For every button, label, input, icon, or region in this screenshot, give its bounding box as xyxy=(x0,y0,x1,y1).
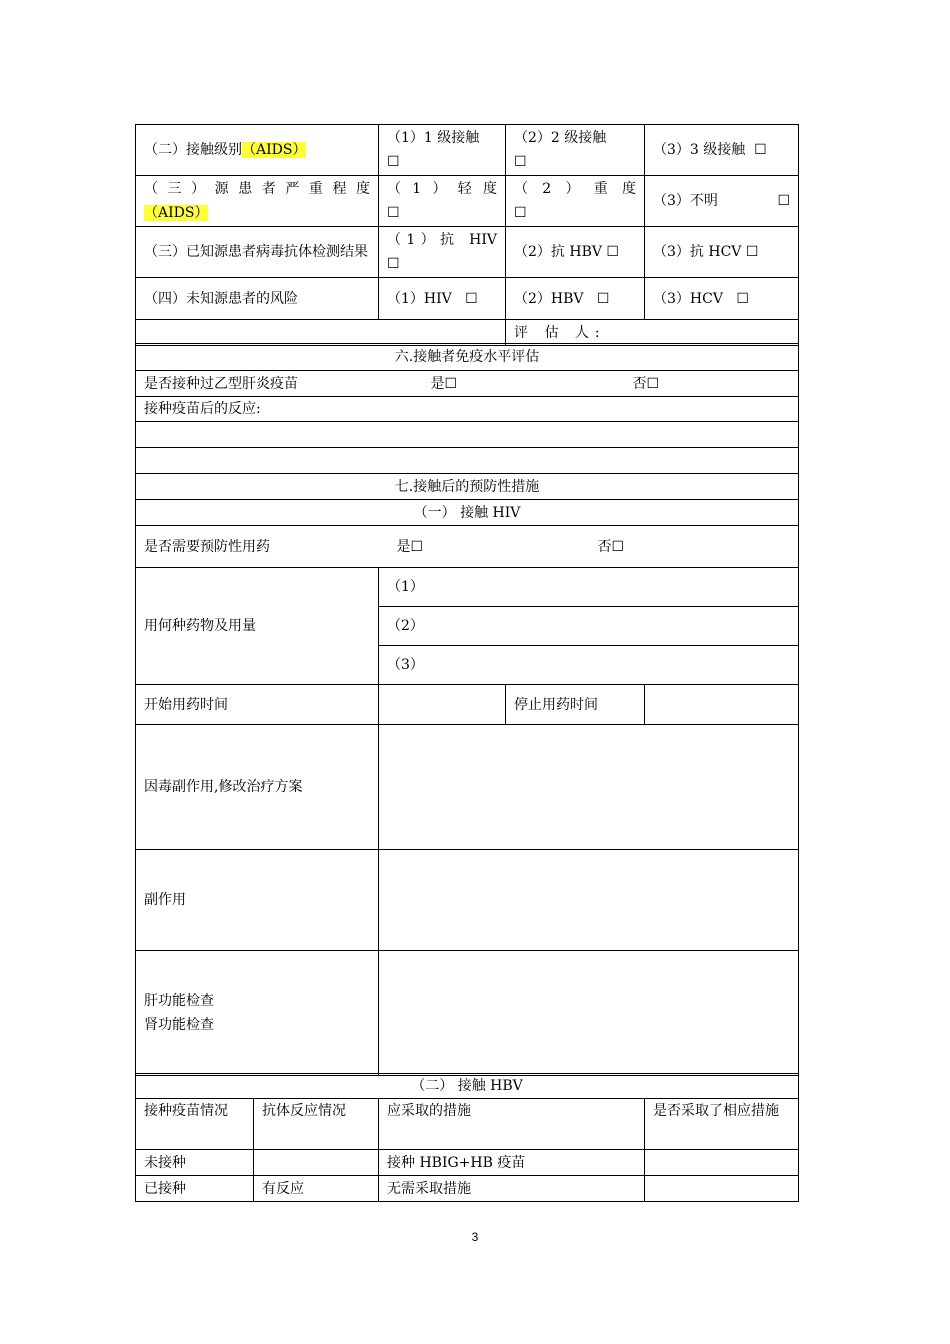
section-title-prevention: 七.接触后的预防性措施 xyxy=(136,474,799,500)
drug-entry-2[interactable]: （2） xyxy=(379,607,799,646)
vaccinated-question: 是否接种过乙型肝炎疫苗 xyxy=(144,375,298,392)
cell-antibody[interactable] xyxy=(254,1150,379,1176)
contact-level-opt3[interactable]: （3）3 级接触 ☐ xyxy=(645,125,799,176)
checkbox[interactable]: ☐ xyxy=(387,154,400,170)
unknown-risk-opt2[interactable]: （2）HBV ☐ xyxy=(506,278,645,320)
aids-highlight: （AIDS） xyxy=(242,142,307,158)
vaccine-reaction-label[interactable]: 接种疫苗后的反应: xyxy=(136,397,799,422)
cell-measures: 接种 HBIG+HB 疫苗 xyxy=(379,1150,645,1176)
unknown-risk-opt3[interactable]: （3）HCV ☐ xyxy=(645,278,799,320)
side-effects-field[interactable] xyxy=(379,850,799,951)
header-vaccination: 接种疫苗情况 xyxy=(136,1099,254,1150)
assessor-blank xyxy=(136,320,506,346)
cell-measures: 无需采取措施 xyxy=(379,1176,645,1202)
start-time-label: 开始用药时间 xyxy=(136,685,379,725)
contact-level-label: （二）接触级别（AIDS） xyxy=(136,125,379,176)
severity-opt1[interactable]: （1）轻度 ☐ xyxy=(379,176,506,227)
checkbox[interactable]: ☐ xyxy=(465,290,478,307)
checkbox[interactable]: ☐ xyxy=(387,256,400,272)
hbv-table xyxy=(135,1073,799,1202)
drug-entry-3[interactable]: （3） xyxy=(379,646,799,685)
modify-regimen-field[interactable] xyxy=(379,725,799,850)
start-time-field[interactable] xyxy=(379,685,506,725)
cell-taken[interactable] xyxy=(645,1150,799,1176)
unknown-risk-opt1[interactable]: （1）HIV ☐ xyxy=(379,278,506,320)
subsection-hiv: （一） 接触 HIV xyxy=(136,500,799,526)
severity-opt2[interactable]: （2）重度 ☐ xyxy=(506,176,645,227)
antibody-opt2[interactable]: （2）抗 HBV ☐ xyxy=(506,227,645,278)
assessor-label[interactable]: 评 估 人: xyxy=(506,320,799,346)
vaccinated-question-row[interactable] xyxy=(136,371,799,397)
liver-kidney-field[interactable] xyxy=(379,951,799,1076)
cell-antibody[interactable]: 有反应 xyxy=(254,1176,379,1202)
checkbox[interactable]: ☐ xyxy=(777,193,790,209)
contact-level-opt1[interactable]: （1）1 级接触 ☐ xyxy=(379,125,506,176)
header-measures: 应采取的措施 xyxy=(379,1099,645,1150)
subsection-hbv: （二） 接触 HBV xyxy=(136,1074,799,1099)
checkbox[interactable]: ☐ xyxy=(387,205,400,221)
liver-kidney-label: 肝功能检查 肾功能检查 xyxy=(136,951,379,1076)
header-taken: 是否采取了相应措施 xyxy=(645,1099,799,1150)
checkbox[interactable]: ☐ xyxy=(606,244,619,260)
drug-entry-1[interactable]: （1） xyxy=(379,568,799,607)
section-title-immunity: 六.接触者免疫水平评估 xyxy=(136,344,799,371)
antibody-opt3[interactable]: （3）抗 HCV ☐ xyxy=(645,227,799,278)
prophylaxis-no-checkbox[interactable]: 否☐ xyxy=(597,538,625,555)
page-number: 3 xyxy=(471,1230,479,1244)
checkbox[interactable]: ☐ xyxy=(514,154,527,170)
table-row xyxy=(136,1150,799,1176)
cell-vaccination: 已接种 xyxy=(136,1176,254,1202)
modify-regimen-label: 因毒副作用,修改治疗方案 xyxy=(136,725,379,850)
severity-label: （三）源患者严重程度 （AIDS） xyxy=(136,176,379,227)
stop-time-field[interactable] xyxy=(645,685,799,725)
checkbox[interactable]: ☐ xyxy=(736,290,749,307)
prophylaxis-yes-checkbox[interactable]: 是☐ xyxy=(396,538,424,555)
contact-level-opt2[interactable]: （2）2 级接触 ☐ xyxy=(506,125,645,176)
prophylaxis-need-row[interactable] xyxy=(136,526,799,568)
vaccinated-yes-checkbox[interactable]: 是☐ xyxy=(430,375,458,392)
drug-dosage-label: 用何种药物及用量 xyxy=(136,568,379,685)
header-antibody: 抗体反应情况 xyxy=(254,1099,379,1150)
prophylaxis-question: 是否需要预防性用药 xyxy=(144,538,270,555)
cell-taken[interactable] xyxy=(645,1176,799,1202)
checkbox[interactable]: ☐ xyxy=(745,244,759,260)
checkbox[interactable]: ☐ xyxy=(754,142,767,158)
checkbox[interactable]: ☐ xyxy=(596,290,610,307)
aids-highlight: （AIDS） xyxy=(144,205,209,221)
reaction-blank-line-1[interactable] xyxy=(136,422,799,448)
severity-opt3[interactable]: （3）不明 ☐ xyxy=(645,176,799,227)
exposure-assessment-table xyxy=(135,124,799,346)
antibody-label: （三）已知源患者病毒抗体检测结果 xyxy=(136,227,379,278)
side-effects-label: 副作用 xyxy=(136,850,379,951)
table-row xyxy=(136,1176,799,1202)
cell-vaccination: 未接种 xyxy=(136,1150,254,1176)
antibody-opt1[interactable]: （1）抗 HIV ☐ xyxy=(379,227,506,278)
stop-time-label: 停止用药时间 xyxy=(506,685,645,725)
reaction-blank-line-2[interactable] xyxy=(136,448,799,474)
immunity-prevention-table xyxy=(135,343,799,1076)
checkbox[interactable]: ☐ xyxy=(514,205,527,221)
unknown-risk-label: （四）未知源患者的风险 xyxy=(136,278,379,320)
vaccinated-no-checkbox[interactable]: 否☐ xyxy=(632,375,660,392)
